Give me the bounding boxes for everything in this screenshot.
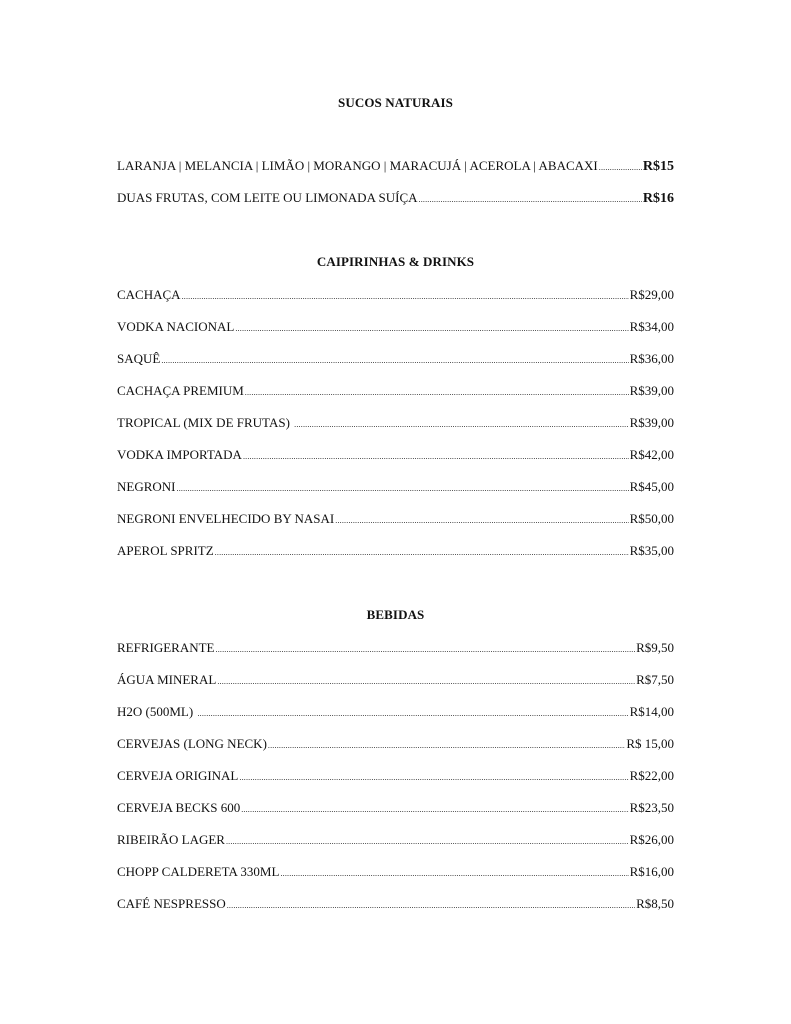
dot-leader xyxy=(243,448,629,466)
dot-leader xyxy=(294,416,628,434)
item-name: LARANJA | MELANCIA | LIMÃO | MORANGO | MARACUJÁ | ACEROLA | ABACAXI xyxy=(117,158,598,173)
item-price: R$16,00 xyxy=(629,864,674,879)
item-name: APEROL SPRITZ xyxy=(117,543,214,558)
menu-item xyxy=(117,414,674,432)
item-name: CERVEJA BECKS 600 xyxy=(117,800,241,815)
dot-leader xyxy=(161,352,628,370)
menu-item xyxy=(117,189,674,207)
item-name: CERVEJA ORIGINAL xyxy=(117,768,239,783)
menu-item xyxy=(117,703,674,721)
item-price: R$9,50 xyxy=(636,640,674,655)
item-price: R$39,00 xyxy=(629,415,674,430)
item-name: VODKA NACIONAL xyxy=(117,319,235,334)
menu-item xyxy=(117,863,674,881)
item-price: R$34,00 xyxy=(629,319,674,334)
item-price: R$14,00 xyxy=(629,704,674,719)
dot-leader xyxy=(235,320,628,338)
item-price: R$35,00 xyxy=(629,543,674,558)
item-price: R$36,00 xyxy=(629,351,674,366)
item-name: SAQUÊ xyxy=(117,351,161,366)
item-price: R$8,50 xyxy=(636,896,674,911)
menu-item xyxy=(117,350,674,368)
menu-item xyxy=(117,799,674,817)
item-price: R$15 xyxy=(642,159,674,174)
menu-item xyxy=(117,318,674,336)
item-price: R$ 15,00 xyxy=(626,736,674,751)
menu-item xyxy=(117,382,674,400)
item-price: R$16 xyxy=(642,191,674,206)
item-name: CACHAÇA xyxy=(117,287,181,302)
dot-leader xyxy=(226,833,629,851)
menu-item xyxy=(117,542,674,560)
dot-leader xyxy=(216,641,636,659)
dot-leader xyxy=(241,801,628,819)
item-name: RIBEIRÃO LAGER xyxy=(117,832,225,847)
menu-item xyxy=(117,895,674,913)
dot-leader xyxy=(217,673,635,691)
dot-leader xyxy=(215,544,629,562)
item-name: CAFÉ NESPRESSO xyxy=(117,896,226,911)
section-title-sucos: SUCOS NATURAIS xyxy=(338,95,453,110)
item-name: DUAS FRUTAS, COM LEITE OU LIMONADA SUÍÇA xyxy=(117,190,418,205)
item-name: CHOPP CALDERETA 330ML xyxy=(117,864,280,879)
item-name: VODKA IMPORTADA xyxy=(117,447,242,462)
item-price: R$42,00 xyxy=(629,447,674,462)
dot-leader xyxy=(227,897,635,915)
item-name: CERVEJAS (LONG NECK) xyxy=(117,736,267,751)
menu-item xyxy=(117,286,674,304)
dot-leader xyxy=(335,512,628,530)
item-price: R$22,00 xyxy=(629,768,674,783)
dot-leader xyxy=(197,705,628,723)
item-name: REFRIGERANTE xyxy=(117,640,215,655)
item-price: R$39,00 xyxy=(629,383,674,398)
menu-item xyxy=(117,446,674,464)
menu-item xyxy=(117,767,674,785)
section-title-caipirinhas: CAIPIRINHAS & DRINKS xyxy=(316,254,475,269)
section-title-bebidas: BEBIDAS xyxy=(366,607,425,622)
item-price: R$26,00 xyxy=(629,832,674,847)
menu-item xyxy=(117,735,674,753)
menu-item xyxy=(117,510,674,528)
dot-leader xyxy=(182,288,629,306)
item-price: R$7,50 xyxy=(636,672,674,687)
item-name: NEGRONI xyxy=(117,479,176,494)
menu-item xyxy=(117,831,674,849)
menu-item xyxy=(117,478,674,496)
item-name: TROPICAL (MIX DE FRUTAS) xyxy=(117,415,294,430)
menu-item xyxy=(117,671,674,689)
dot-leader xyxy=(177,480,629,498)
item-name: H2O (500ML) xyxy=(117,704,197,719)
dot-leader xyxy=(268,737,625,755)
dot-leader xyxy=(599,159,642,177)
item-price: R$50,00 xyxy=(629,511,674,526)
item-price: R$23,50 xyxy=(629,800,674,815)
menu-item xyxy=(117,639,674,657)
item-price: R$45,00 xyxy=(629,479,674,494)
item-name: NEGRONI ENVELHECIDO BY NASAI xyxy=(117,511,335,526)
dot-leader xyxy=(419,191,642,209)
item-name: CACHAÇA PREMIUM xyxy=(117,383,244,398)
menu-item xyxy=(117,157,674,175)
dot-leader xyxy=(280,865,628,883)
dot-leader xyxy=(245,384,629,402)
dot-leader xyxy=(239,769,628,787)
item-name: ÁGUA MINERAL xyxy=(117,672,217,687)
item-price: R$29,00 xyxy=(629,287,674,302)
